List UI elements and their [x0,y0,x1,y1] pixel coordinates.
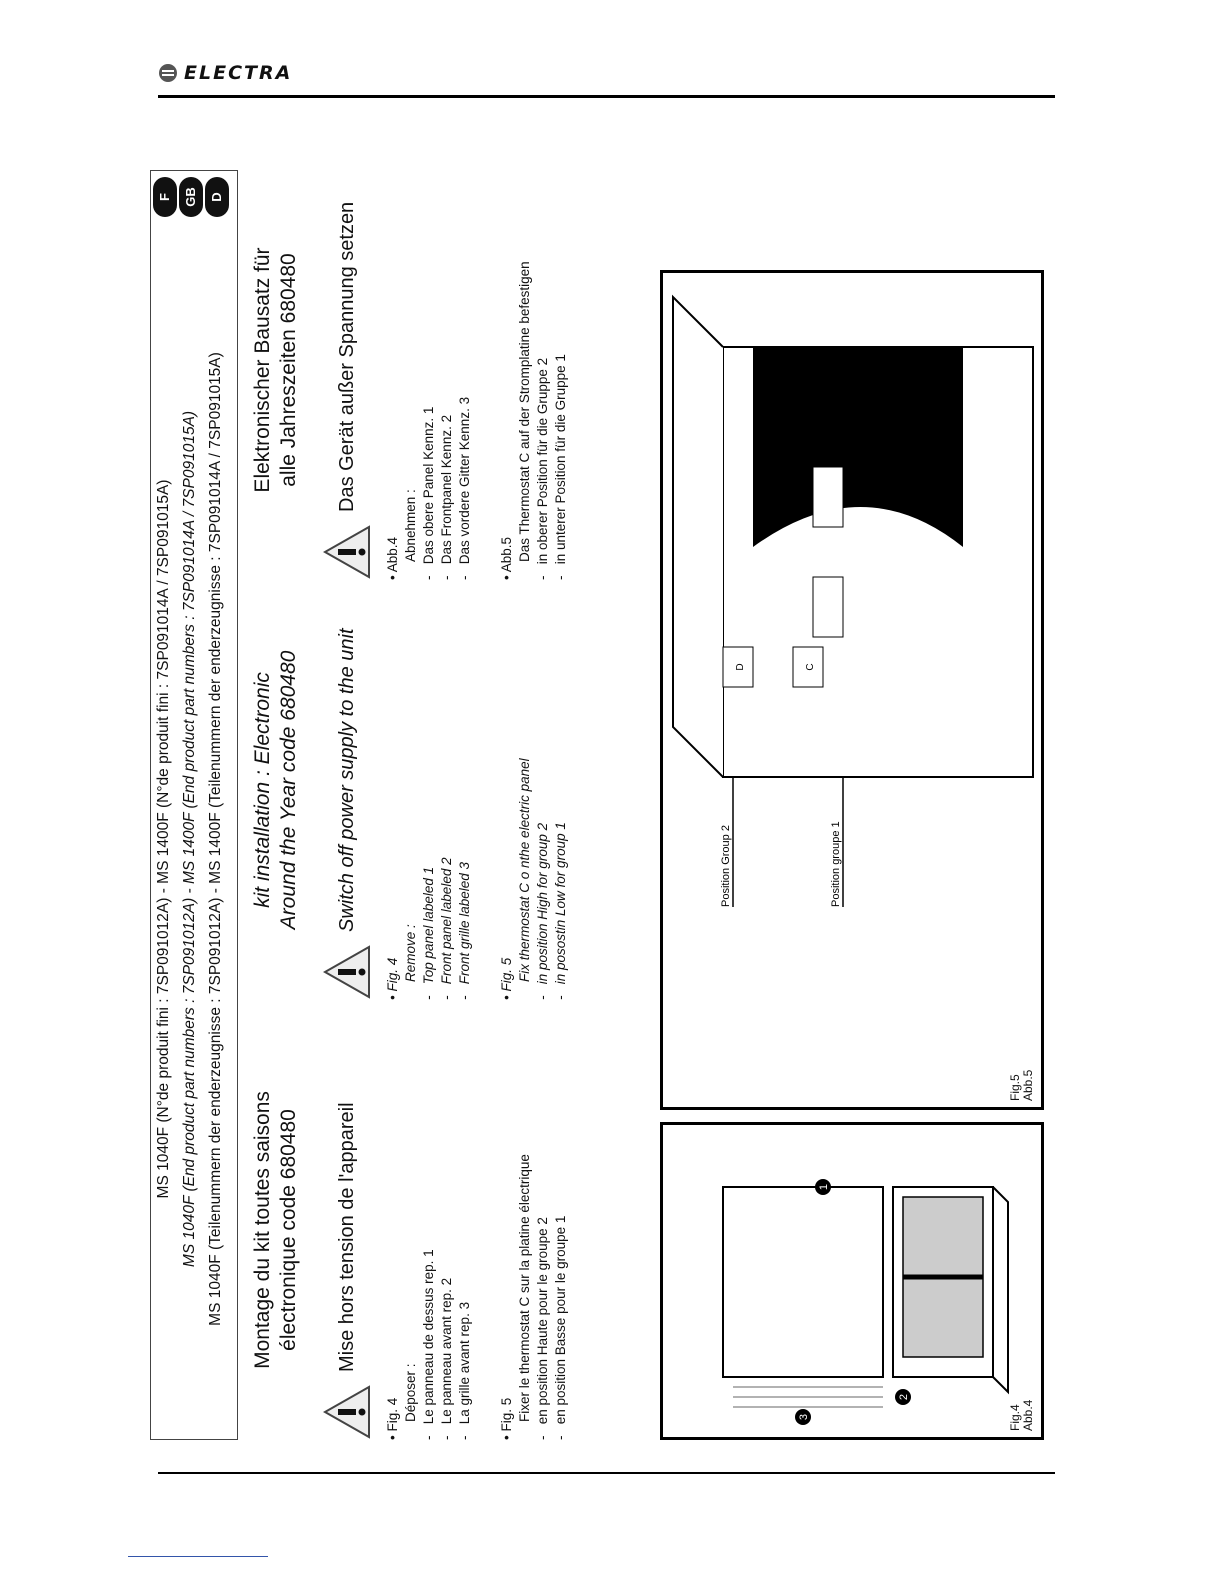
title-de-line2: alle Jahreszeiten 680480 [277,253,300,487]
title-de [250,160,306,580]
steps-fr [384,1020,570,1440]
figure-5-label: Fig.5 Abb.5 [1008,1069,1035,1101]
title-fr-line2: électronique code 680480 [277,1109,300,1351]
fig5-intro-gb: Fix thermostat C o nthe electric panel [517,758,532,982]
fig4-ref-gb: • Fig. 4 [385,957,400,1000]
position-group-2-label: Position Group 2 [720,825,732,907]
fig4-step-fr: - Le panneau avant rep. 2 [439,1277,454,1440]
fig4-step-gb: - Top panel labeled 1 [421,866,436,1000]
figure-5 [660,270,1044,1110]
fig4-step-fr: - Le panneau de dessus rep. 1 [421,1249,436,1440]
badge-de: D [205,177,229,217]
warning-row-de [318,160,376,580]
column-fr [250,1020,570,1440]
warning-text-gb: Switch off power supply to the unit [335,628,358,932]
warning-text-de: Das Gerät außer Spannung setzen [335,201,358,512]
warning-row-fr [318,1020,376,1440]
figure-4-label: Fig.4 Abb.4 [1008,1399,1035,1431]
fig4-intro-de: Abnehmen : [403,489,418,562]
position-group-1-label: Position groupe 1 [830,821,842,907]
fig4-step-gb: - Front panel labeled 2 [439,857,454,1000]
fig4-step-de: - Das obere Panel Kennz. 1 [421,406,436,580]
fig4-intro-fr: Déposer : [403,1363,418,1422]
fig5-intro-de: Das Thermostat C auf der Stromplatine befestigen [517,261,532,562]
electra-logo-icon [158,63,178,83]
fig5-step-de: - in unterer Position für die Gruppe 1 [553,354,568,580]
figure-4 [660,1122,1044,1440]
warning-icon [322,1384,372,1440]
fig4-ref-fr: • Fig. 4 [385,1397,400,1440]
title-gb-line2: Around the Year code 680480 [277,650,300,930]
fig4-step-fr: - La grille avant rep. 3 [457,1301,472,1440]
warning-row-gb [318,580,376,1000]
badge-fr: F [153,177,177,217]
header-line-de: MS 1040F (Teilenummern der enderzeugnisse : 7SP091012A) - MS 1400F (Teilenummern der enderzeugnisse : 7SP091014A / 7SP091015A) [207,352,224,1326]
top-rule [158,95,1055,98]
fig4-ref-de: • Abb.4 [385,536,400,580]
fig4-intro-gb: Remove : [403,924,418,982]
electra-logo [158,62,292,84]
fig5-step-fr: - en position Basse pour le groupe 1 [553,1215,568,1440]
title-gb-line1: kit installation : Electronic [251,672,274,908]
fig5-ref-de: • Abb.5 [499,536,514,580]
fig5-step-fr: - en position Haute pour le groupe 2 [535,1217,550,1440]
column-gb [250,580,570,1000]
thermostat-position-illustration [663,273,1041,1107]
header-line-gb: MS 1040F (End product part numbers : 7SP091012A) - MS 1400F (End product part numbers : 7SP091014A / 7SP091015A) [181,410,198,1268]
product-header-box [150,170,238,1440]
fig4-step-de: - Das vordere Gitter Kennz. 3 [457,396,472,580]
title-fr-line1: Montage du kit toutes saisons [251,1091,274,1369]
fig5-intro-fr: Fixer le thermostat C sur la platine électrique [517,1154,532,1422]
callout-3: 3 [798,1413,810,1421]
language-badges [153,177,229,217]
fig5-ref-gb: • Fig. 5 [499,957,514,1000]
bottom-rule [158,1472,1055,1474]
fig5-step-de: - in oberer Position für die Gruppe 2 [535,357,550,580]
column-de [250,160,570,580]
part-c-label: C [805,663,816,671]
fig4-step-de: - Das Frontpanel Kennz. 2 [439,414,454,580]
warning-icon [322,524,372,580]
warning-text-fr: Mise hors tension de l'appareil [335,1102,358,1372]
rotated-instruction-sheet [150,170,1050,1440]
fig4-step-gb: - Front grille labeled 3 [457,861,472,1000]
title-de-line1: Elektronischer Bausatz für [251,247,274,493]
warning-icon [322,944,372,1000]
fig5-step-gb: - in position High for group 2 [535,822,550,1000]
header-line-fr: MS 1040F (N°de produit fini : 7SP091012A) - MS 1400F (N°de produit fini : 7SP091014A / 7SP091015A) [155,479,172,1199]
unit-exploded-illustration [663,1125,1041,1437]
fig5-step-gb: - in posostin Low for group 1 [553,822,568,1000]
footnote-rule [128,1556,268,1557]
title-gb [250,580,306,1000]
title-fr [250,1020,306,1440]
part-d-label: D [735,663,746,671]
fig5-ref-fr: • Fig. 5 [499,1397,514,1440]
callout-1: 1 [818,1183,830,1191]
steps-de [384,160,570,580]
brand-name: ELECTRA [184,62,293,84]
callout-2: 2 [898,1393,910,1401]
badge-gb: GB [179,177,203,217]
steps-gb [384,580,570,1000]
